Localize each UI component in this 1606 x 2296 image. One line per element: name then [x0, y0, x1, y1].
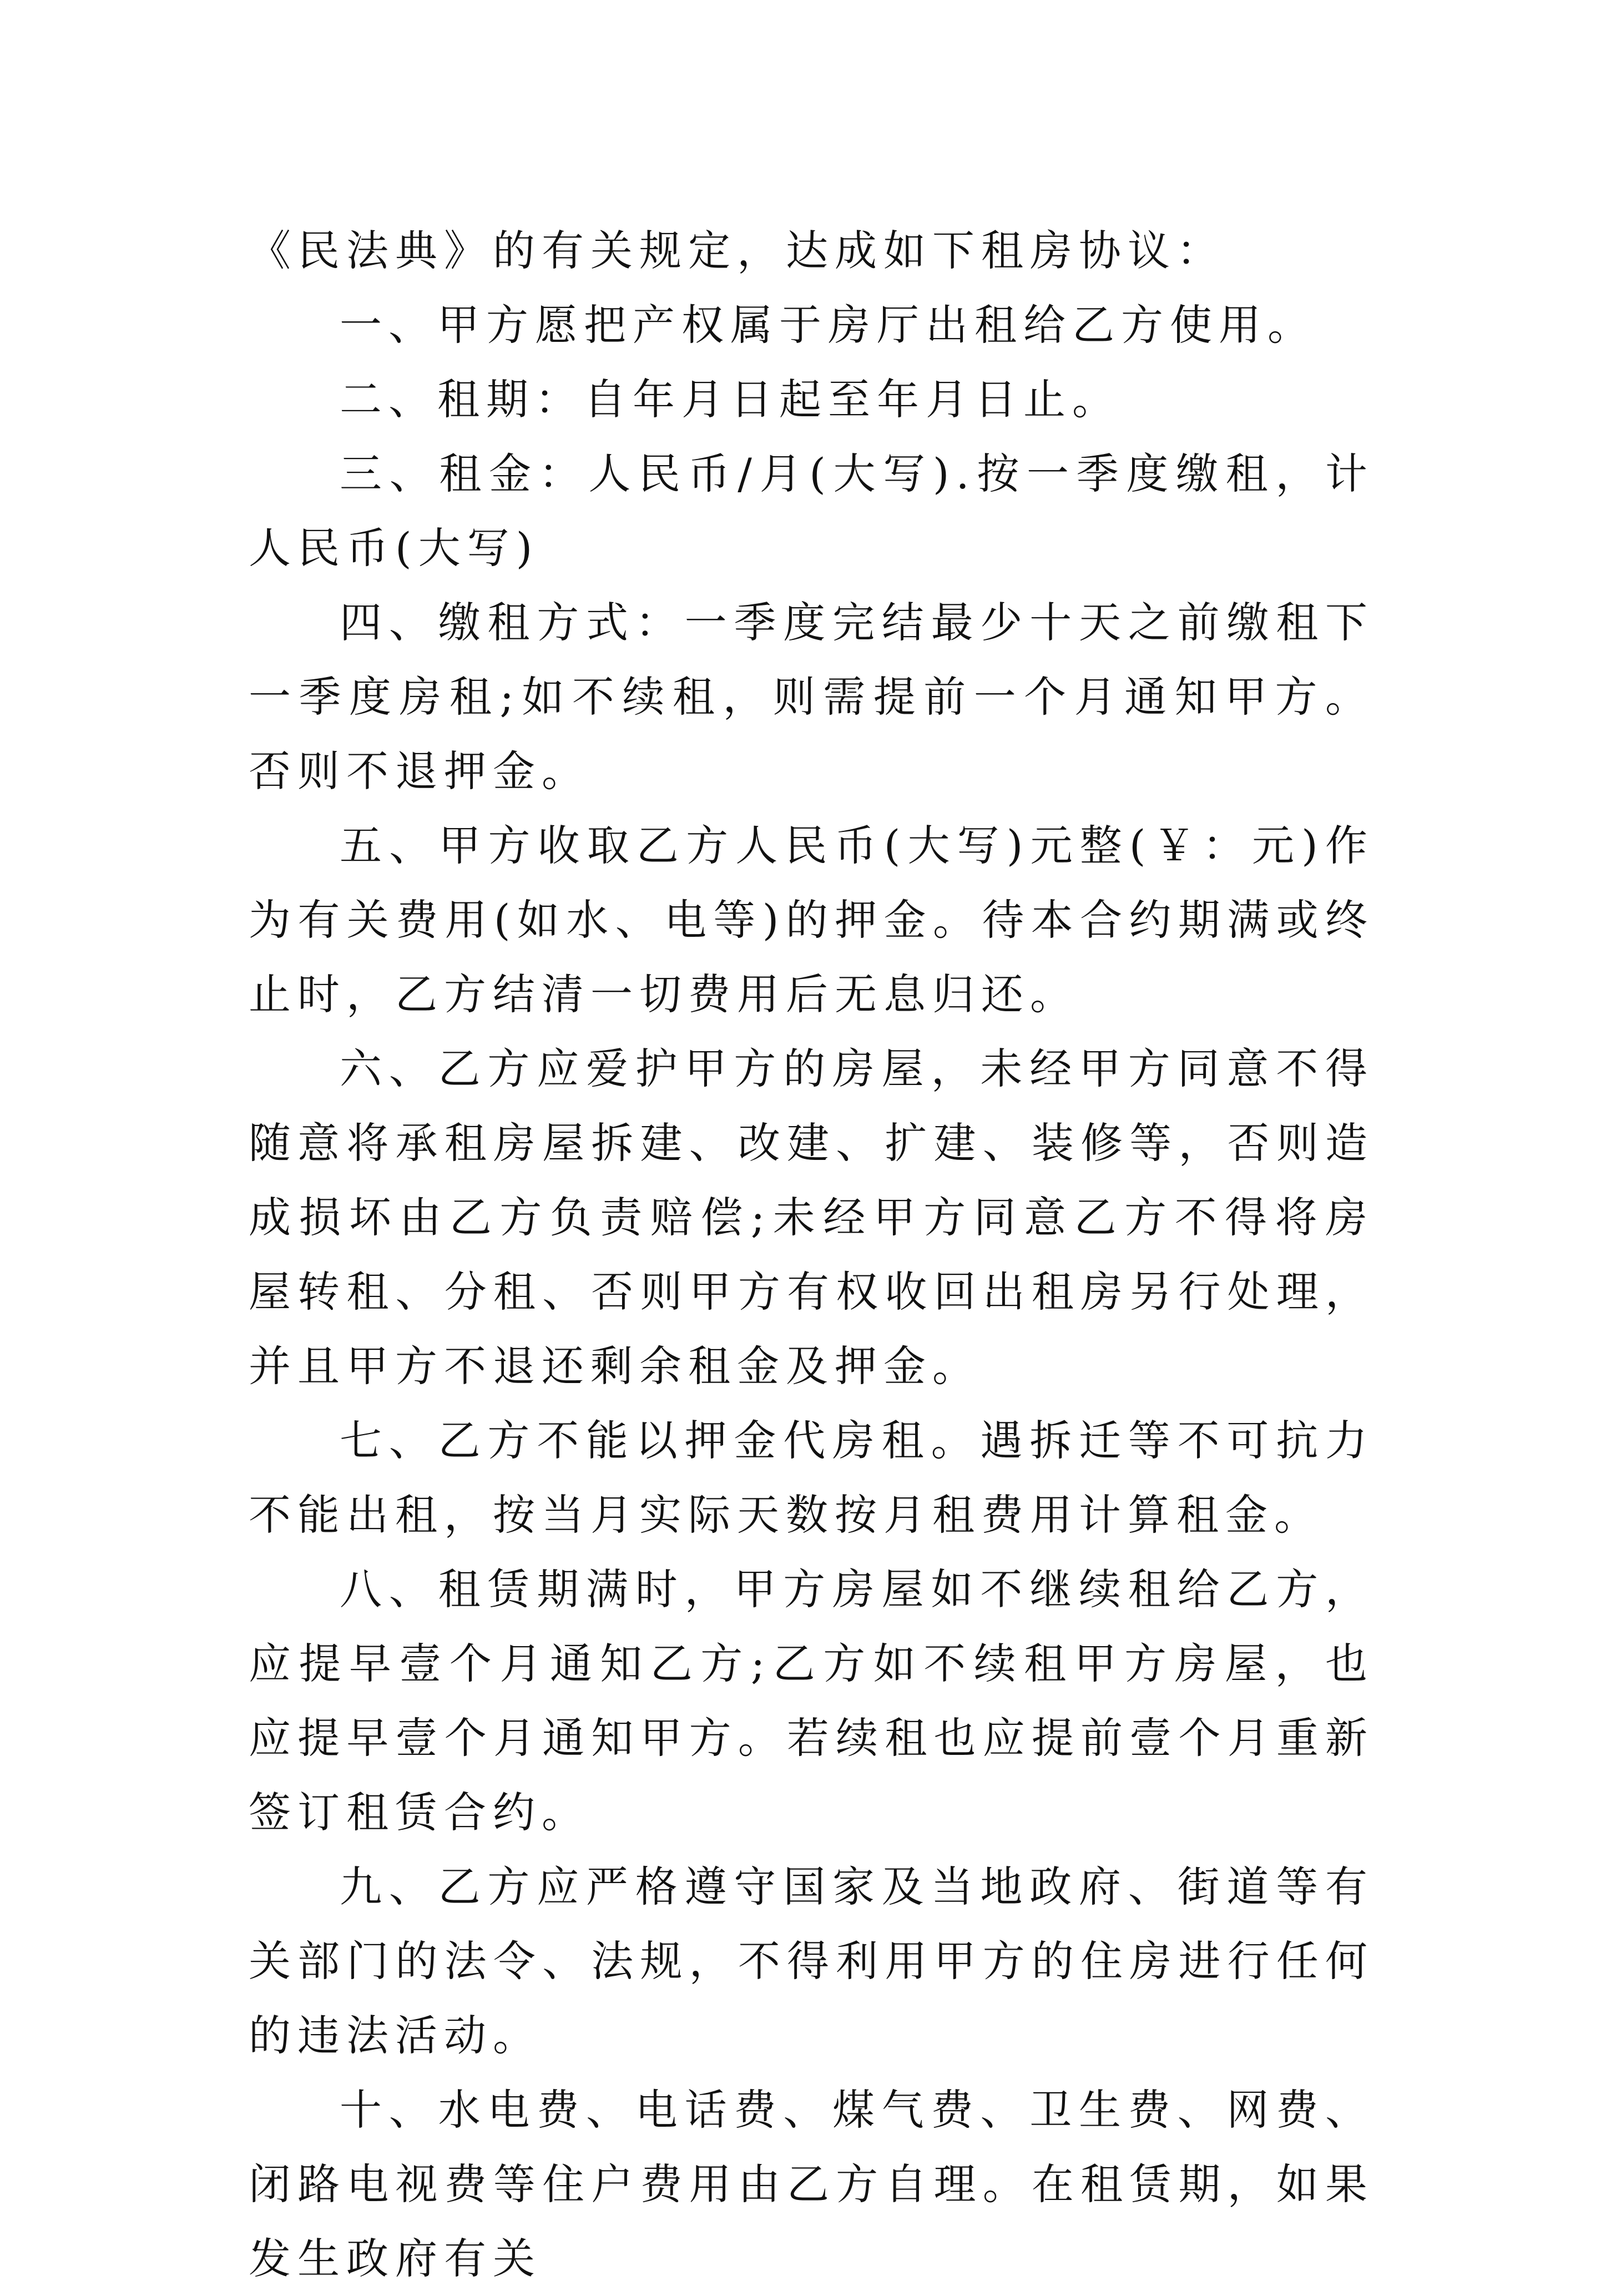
- clause-9: 九、乙方应严格遵守国家及当地政府、街道等有关部门的法令、法规，不得利用甲方的住房进行任何的违法活动。: [249, 1862, 1374, 2060]
- paragraph-intro: 《民法典》的有关规定，达成如下租房协议：: [249, 226, 1225, 275]
- clause-1: 一、甲方愿把产权属于房厅出租给乙方使用。: [340, 300, 1316, 350]
- clause-6: 六、乙方应爱护甲方的房屋，未经甲方同意不得随意将承租房屋拆建、改建、扩建、装修等，否则造成损坏由乙方负责赔偿;未经甲方同意乙方不得将房屋转租、分租、否则甲方有权收回出租房另行处理，并且甲方不退还剩余租金及押金。: [249, 1044, 1374, 1391]
- clause-4: 四、缴租方式：一季度完结最少十天之前缴租下一季度房租;如不续租，则需提前一个月通知甲方。否则不退押金。: [249, 598, 1374, 796]
- clause-5: 五、甲方收取乙方人民币(大写)元整(￥：元)作为有关费用(如水、电等)的押金。待本合约期满或终止时，乙方结清一切费用后无息归还。: [249, 821, 1374, 1019]
- clause-10: 十、水电费、电话费、煤气费、卫生费、网费、闭路电视费等住户费用由乙方自理。在租赁期，如果发生政府有关: [249, 2085, 1374, 2283]
- clause-8: 八、租赁期满时，甲方房屋如不继续租给乙方，应提早壹个月通知乙方;乙方如不续租甲方房屋，也应提早壹个月通知甲方。若续租也应提前壹个月重新签订租赁合约。: [249, 1565, 1374, 1837]
- clause-7: 七、乙方不能以押金代房租。遇拆迁等不可抗力不能出租，按当月实际天数按月租费用计算租金。: [249, 1416, 1374, 1540]
- document-body: [249, 214, 1374, 2296]
- clause-3: 三、租金：人民币/月(大写).按一季度缴租，计人民币(大写): [249, 449, 1374, 573]
- clause-2: 二、租期：自年月日起至年月日止。: [340, 375, 1121, 424]
